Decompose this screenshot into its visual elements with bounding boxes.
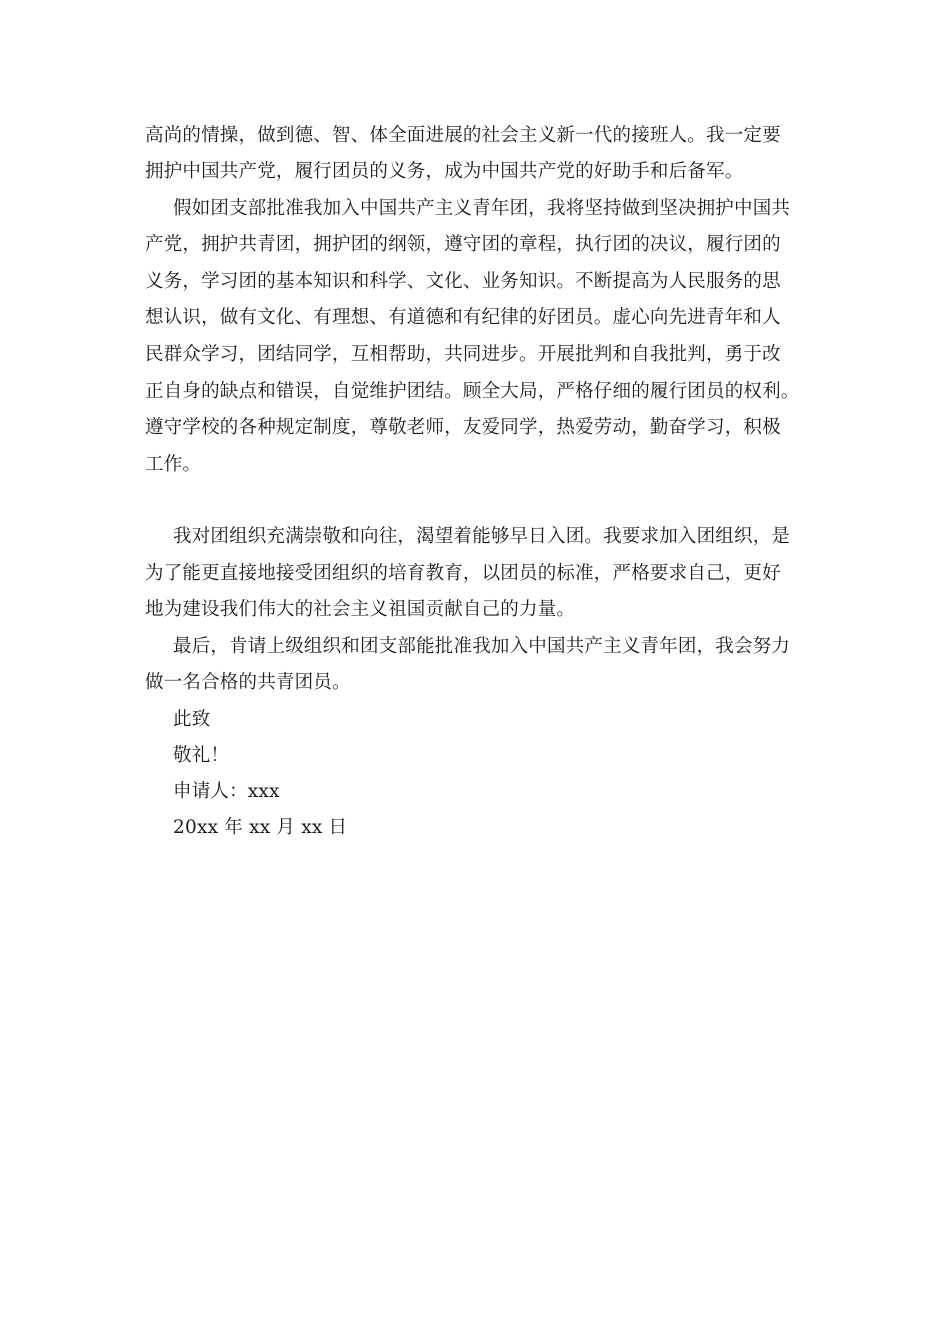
paragraph-2-line-1: 假如团支部批准我加入中国共产主义青年团，我将坚持做到坚决拥护中国共 <box>173 198 791 219</box>
paragraph-3-line-3: 地为建设我们伟大的社会主义祖国贡献自己的力量。 <box>145 599 576 620</box>
paragraph-3-line-2: 为了能更直接地接受团组织的培育教育，以团员的标准，严格要求自己，更好 <box>145 563 781 584</box>
paragraph-1-line-2: 拥护中国共产党，履行团员的义务，成为中国共产党的好助手和后备军。 <box>145 161 744 182</box>
paragraph-2-line-3: 义务，学习团的基本知识和科学、文化、业务知识。不断提高为人民服务的思 <box>145 271 781 292</box>
paragraph-3-line-1: 我对团组织充满崇敬和向往，渴望着能够早日入团。我要求加入团组织，是 <box>173 526 791 547</box>
paragraph-4-line-2: 做一名合格的共青团员。 <box>145 672 351 693</box>
applicant-signature: 申请人：xxx <box>173 781 280 802</box>
closing-salutation-2: 敬礼！ <box>173 745 230 766</box>
application-date: 20xx 年 xx 月 xx 日 <box>173 817 348 838</box>
paragraph-2-line-7: 遵守学校的各种规定制度，尊敬老师，友爱同学，热爱劳动，勤奋学习，积极 <box>145 417 781 438</box>
paragraph-2-line-4: 想认识，做有文化、有理想、有道德和有纪律的好团员。虚心向先进青年和人 <box>145 307 781 328</box>
paragraph-1-line-1: 高尚的情操，做到德、智、体全面进展的社会主义新一代的接班人。我一定要 <box>145 125 781 146</box>
paragraph-2-line-5: 民群众学习，团结同学，互相帮助，共同进步。开展批判和自我批判，勇于改 <box>145 344 781 365</box>
closing-salutation-1: 此致 <box>173 709 211 730</box>
paragraph-2-line-8: 工作。 <box>145 454 202 475</box>
paragraph-2-line-2: 产党，拥护共青团，拥护团的纲领，遵守团的章程，执行团的决议，履行团的 <box>145 234 781 255</box>
paragraph-4-line-1: 最后，肯请上级组织和团支部能批准我加入中国共产主义青年团，我会努力 <box>173 636 791 657</box>
paragraph-2-line-6: 正自身的缺点和错误，自觉维护团结。顾全大局，严格仔细的履行团员的权利。 <box>145 381 800 402</box>
